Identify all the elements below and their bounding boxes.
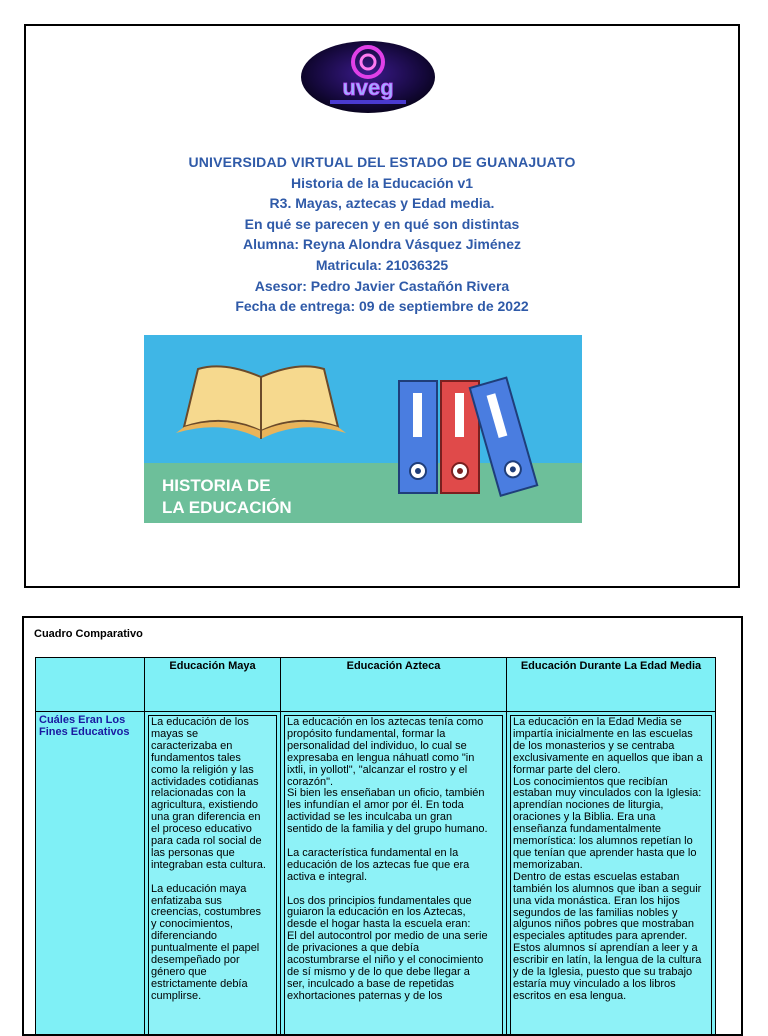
medieval-line: exclusivamente en aquellos que iban a (513, 753, 709, 765)
azteca-line: La característica fundamental en la (287, 848, 500, 860)
row-label-line: Fines Educativos (39, 727, 141, 739)
medieval-line: impartía inicialmente en las escuelas (513, 729, 709, 741)
azteca-line: expresaba en lengua náhuatl como "in (287, 753, 500, 765)
medieval-text-box (510, 715, 712, 1036)
medieval-line: estaría muy vinculado a los libros (513, 979, 709, 991)
medieval-line: estaban muy vinculados con la Iglesia: (513, 788, 709, 800)
banner-title-line-2: LA EDUCACIÓN (162, 498, 292, 517)
maya-line: integraban esta cultura. (151, 860, 274, 872)
comparison-table (35, 657, 716, 1036)
row-label (39, 715, 141, 739)
azteca-line: educación de los aztecas fue que era (287, 860, 500, 872)
maya-line: caracterizaba en (151, 741, 274, 753)
due-date: Fecha de entrega: 09 de septiembre de 2022 (26, 296, 738, 317)
maya-line: diferenciando (151, 931, 274, 943)
azteca-line: El del autocontrol por medio de una serie (287, 931, 500, 943)
history-of-education-banner (144, 335, 582, 523)
medieval-line: también los alumnos que iban a seguir (513, 884, 709, 896)
comparison-title: Cuadro Comparativo (34, 628, 143, 640)
azteca-line: actividad se les inculcaba un gran (287, 812, 500, 824)
maya-text-box (148, 715, 277, 1036)
maya-line: puntualmente el papel (151, 943, 274, 955)
advisor-name: Asesor: Pedro Javier Castañón Rivera (26, 276, 738, 297)
header-corner-cell (36, 658, 145, 712)
maya-line: relacionadas con la (151, 788, 274, 800)
binder-blue-icon (399, 381, 437, 493)
table-row (36, 712, 716, 1036)
azteca-line: guiaron la educación en los Aztecas, (287, 907, 500, 919)
medieval-line: especiales aptitudes para aprender. (513, 931, 709, 943)
maya-cell (145, 712, 281, 1036)
assignment-title: R3. Mayas, aztecas y Edad media. (26, 193, 738, 214)
azteca-line: Si bien les enseñaban un oficio, también (287, 788, 500, 800)
maya-line: una gran diferencia en (151, 812, 274, 824)
university-name: UNIVERSIDAD VIRTUAL DEL ESTADO DE GUANAJUATO (26, 152, 738, 173)
azteca-line: de sí mismo y de lo que debe llegar a (287, 967, 500, 979)
medieval-line: Dentro de estas escuelas estaban (513, 872, 709, 884)
azteca-paragraph (287, 896, 500, 1003)
medieval-line: una vida monástica. Eran los hijos (513, 896, 709, 908)
maya-line: las personas que (151, 848, 274, 860)
maya-paragraph (151, 717, 274, 872)
maya-line: para cada rol social de (151, 836, 274, 848)
azteca-text-box (284, 715, 503, 1036)
maya-line: fundamentos tales (151, 753, 274, 765)
azteca-line: les infundían el amor por él. En toda (287, 800, 500, 812)
comparison-page (22, 616, 743, 1036)
medieval-paragraph (513, 717, 709, 1003)
medieval-line: de los monasterios y se centraba (513, 741, 709, 753)
medieval-line: y de la Iglesia, puesto que su trabajo (513, 967, 709, 979)
azteca-line: ixtli, in yollotl", "alcanzar el rostro y el (287, 765, 500, 777)
assignment-subtitle: En qué se parecen y en qué son distintas (26, 214, 738, 235)
medieval-line: La educación en la Edad Media se (513, 717, 709, 729)
header-azteca: Educación Azteca (281, 658, 507, 712)
course-name: Historia de la Educación v1 (26, 173, 738, 194)
azteca-line: sentido de la familia y del grupo humano. (287, 824, 500, 836)
uveg-logo (300, 40, 436, 114)
maya-line: como la religión y las (151, 765, 274, 777)
azteca-line: Los dos principios fundamentales que (287, 896, 500, 908)
maya-line: estrictamente debía (151, 979, 274, 991)
maya-line: La educación maya (151, 884, 274, 896)
maya-paragraph (151, 884, 274, 1003)
maya-line: La educación de los (151, 717, 274, 729)
row-label-cell (36, 712, 145, 1036)
maya-line: desempeñado por (151, 955, 274, 967)
medieval-line: Estos alumnos sí aprendían a leer y a (513, 943, 709, 955)
azteca-line: corazón". (287, 777, 500, 789)
medieval-line: aprendían nociones de liturgia, (513, 800, 709, 812)
medieval-line: que tenían que aprender hasta que lo (513, 848, 709, 860)
medieval-line: oraciones y la Biblia. Era una (513, 812, 709, 824)
azteca-line: exhortaciones paternas y de los (287, 991, 500, 1003)
azteca-line: ser, inculcado a base de repetidas (287, 979, 500, 991)
maya-line: género que (151, 967, 274, 979)
azteca-cell (281, 712, 507, 1036)
azteca-line: personalidad del individuo, lo cual se (287, 741, 500, 753)
azteca-line: de privaciones a que debía (287, 943, 500, 955)
maya-line: actividades cotidianas (151, 777, 274, 789)
medieval-line: memorística: los alumnos repetían lo (513, 836, 709, 848)
header-maya: Educación Maya (145, 658, 281, 712)
azteca-line: acostumbrarse el niño y el conocimiento (287, 955, 500, 967)
cover-page (24, 24, 740, 588)
maya-line: el proceso educativo (151, 824, 274, 836)
azteca-paragraph (287, 848, 500, 884)
medieval-line: escritos en esa lengua. (513, 991, 709, 1003)
medieval-line: algunos niños pobres que mostraban (513, 919, 709, 931)
medieval-cell (507, 712, 716, 1036)
cover-title-block (26, 152, 738, 317)
student-name: Alumna: Reyna Alondra Vásquez Jiménez (26, 234, 738, 255)
maya-line: enfatizaba sus (151, 896, 274, 908)
azteca-line: propósito fundamental, formar la (287, 729, 500, 741)
azteca-line: La educación en los aztecas tenía como (287, 717, 500, 729)
maya-line: agricultura, existiendo (151, 800, 274, 812)
maya-line: y conocimientos, (151, 919, 274, 931)
azteca-paragraph (287, 717, 500, 836)
medieval-line: Los conocimientos que recibían (513, 777, 709, 789)
medieval-line: memorizaban. (513, 860, 709, 872)
table-header-row (36, 658, 716, 712)
maya-line: cumplirse. (151, 991, 274, 1003)
row-label-line: Cuáles Eran Los (39, 715, 141, 727)
medieval-line: segundos de las familias nobles y (513, 908, 709, 920)
maya-line: mayas se (151, 729, 274, 741)
medieval-line: enseñanza fundamentalmente (513, 824, 709, 836)
student-id: Matricula: 21036325 (26, 255, 738, 276)
logo-text: uveg (342, 75, 393, 100)
header-edad-media: Educación Durante La Edad Media (507, 658, 716, 712)
banner-title-line-1: HISTORIA DE (162, 476, 271, 495)
maya-line: creencias, costumbres (151, 907, 274, 919)
azteca-line: desde el hogar hasta la escuela eran: (287, 919, 500, 931)
azteca-line: activa e integral. (287, 872, 500, 884)
medieval-line: escribir en latín, la lengua de la cultura (513, 955, 709, 967)
medieval-line: formar parte del clero. (513, 765, 709, 777)
